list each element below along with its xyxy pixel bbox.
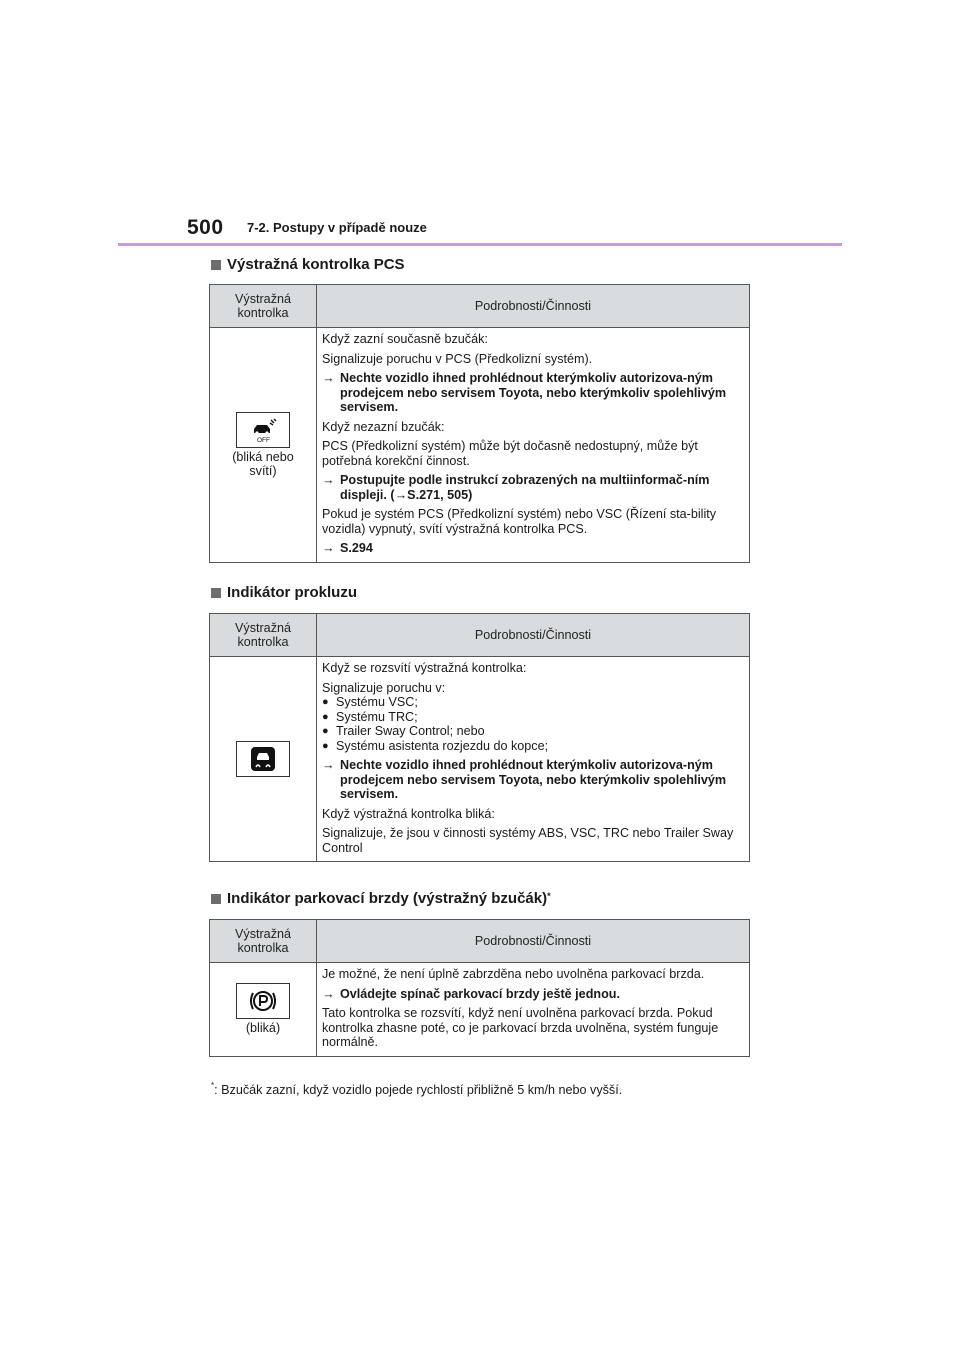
action-line: → Postupujte podle instrukcí zobrazených na multiinformač-ním displeji. (→S.271, 505) bbox=[322, 473, 710, 502]
slip-indicator-icon bbox=[236, 741, 290, 777]
bullet-icon: ● bbox=[322, 696, 329, 708]
paragraph: Signalizuje poruchu v PCS (Předkolizní systém). bbox=[322, 351, 593, 366]
paragraph: Když výstražná kontrolka bliká: bbox=[322, 806, 495, 821]
paragraph: Pokud je systém PCS (Předkolizní systém) nebo VSC (Řízení sta-bility vozidla) vypnutý, svítí výstražná kontrolka PCS. bbox=[322, 507, 717, 536]
section-title: Indikátor prokluzu bbox=[227, 584, 358, 601]
parking-brake-table bbox=[209, 919, 750, 1057]
column-header-light: Výstražná kontrolka bbox=[210, 614, 317, 657]
icon-cell bbox=[210, 328, 317, 563]
slip-indicator-table bbox=[209, 613, 750, 862]
section-title: Indikátor parkovací brzdy (výstražný bzučák) bbox=[227, 890, 548, 907]
svg-text:OFF: OFF bbox=[257, 436, 270, 444]
icon-caption: (bliká nebo svítí) bbox=[232, 449, 294, 478]
details-cell bbox=[317, 328, 750, 563]
column-header-light: Výstražná kontrolka bbox=[210, 285, 317, 328]
paragraph: Signalizuje, že jsou v činnosti systémy ABS, VSC, TRC nebo Trailer Sway Control bbox=[322, 826, 734, 855]
paragraph: PCS (Předkolizní systém) může být dočasně nedostupný, může být potřebná korekční činnost. bbox=[322, 439, 698, 468]
pcs-off-icon bbox=[236, 412, 290, 448]
column-header-light: Výstražná kontrolka bbox=[210, 920, 317, 963]
icon-cell bbox=[210, 657, 317, 862]
parking-brake-icon bbox=[236, 983, 290, 1019]
table-header-row bbox=[210, 614, 750, 657]
footnote-mark: * bbox=[547, 890, 551, 901]
icon-cell bbox=[210, 963, 317, 1057]
arrow-icon: → bbox=[322, 473, 335, 487]
action-line: → Ovládejte spínač parkovací brzdy ještě jednou. bbox=[322, 986, 620, 1001]
paragraph: Je možné, že není úplně zabrzděna nebo uvolněna parkovací brzda. bbox=[322, 967, 705, 981]
paragraph: Signalizuje poruchu v: bbox=[322, 680, 446, 695]
section-square-icon bbox=[211, 260, 221, 270]
details-cell bbox=[317, 963, 750, 1057]
section-square-icon bbox=[211, 894, 221, 904]
section-heading-slip bbox=[211, 584, 357, 601]
paragraph: Tato kontrolka se rozsvítí, když není uvolněna parkovací brzda. Pokud kontrolka zhasne poté, co je parkovací brzda uvolněna, systém funguje normálně. bbox=[322, 1006, 719, 1049]
arrow-icon: → bbox=[322, 758, 335, 772]
column-header-details: Podrobnosti/Činnosti bbox=[317, 920, 750, 963]
paragraph: Když zazní současně bzučák: bbox=[322, 332, 488, 346]
arrow-icon: → bbox=[322, 986, 335, 1001]
list-item: ● Systému VSC; bbox=[322, 695, 418, 709]
table-header-row bbox=[210, 285, 750, 328]
arrow-icon: → bbox=[322, 371, 335, 385]
header-rule bbox=[118, 243, 842, 246]
column-header-details: Podrobnosti/Činnosti bbox=[317, 614, 750, 657]
paragraph: Když nezazní bzučák: bbox=[322, 419, 445, 434]
details-cell bbox=[317, 657, 750, 862]
table-row bbox=[210, 963, 750, 1057]
page-reference: → S.294 bbox=[322, 541, 373, 555]
list-item: ● Trailer Sway Control; nebo bbox=[322, 724, 485, 738]
chapter-title: 7-2. Postupy v případě nouze bbox=[247, 220, 427, 235]
action-line: → Nechte vozidlo ihned prohlédnout kterýmkoliv autorizova-ným prodejcem nebo servisem Toyota, nebo kterýmkoliv spolehlivým servisem. bbox=[322, 371, 727, 414]
table-row bbox=[210, 328, 750, 563]
section-square-icon bbox=[211, 588, 221, 598]
pcs-warning-table bbox=[209, 284, 750, 563]
footnote-mark: * bbox=[211, 1081, 215, 1090]
bullet-icon: ● bbox=[322, 725, 329, 737]
list-item: ● Systému asistenta rozjezdu do kopce; bbox=[322, 738, 549, 753]
bullet-icon: ● bbox=[322, 739, 329, 752]
section-heading-pcs bbox=[211, 256, 405, 273]
list-item: ● Systému TRC; bbox=[322, 709, 418, 724]
column-header-details: Podrobnosti/Činnosti bbox=[317, 285, 750, 328]
action-line: → Nechte vozidlo ihned prohlédnout kterýmkoliv autorizova-ným prodejcem nebo servisem Toyota, nebo kterýmkoliv spolehlivým servisem. bbox=[322, 758, 727, 801]
icon-caption: (bliká) bbox=[245, 1021, 281, 1036]
footnote-text: : Bzučák zazní, když vozidlo pojede rychlostí přibližně 5 km/h nebo vyšší. bbox=[214, 1083, 623, 1097]
paragraph: Když se rozsvítí výstražná kontrolka: bbox=[322, 661, 527, 675]
bullet-icon: ● bbox=[322, 710, 329, 723]
table-header-row bbox=[210, 920, 750, 963]
page-number: 500 bbox=[187, 216, 224, 239]
section-title: Výstražná kontrolka PCS bbox=[227, 256, 405, 273]
table-row bbox=[210, 657, 750, 862]
arrow-icon: → bbox=[322, 541, 335, 555]
section-heading-parking-brake bbox=[211, 890, 551, 907]
footnote bbox=[211, 1083, 622, 1097]
